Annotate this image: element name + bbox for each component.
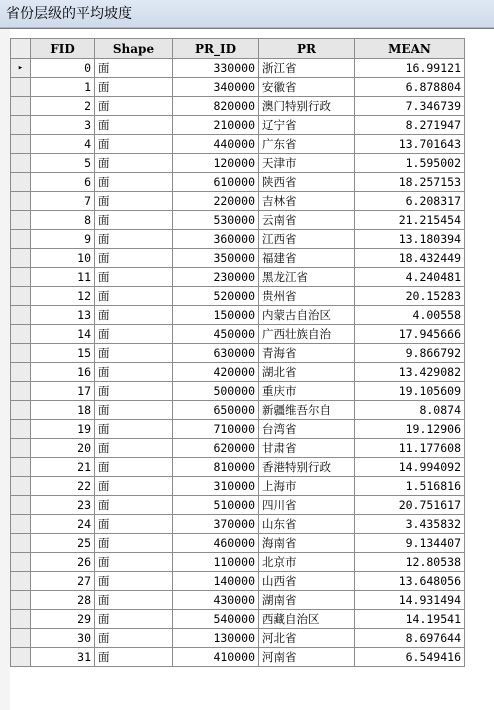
table-row[interactable]: [11, 382, 465, 401]
cell-mean: 16.99121: [355, 59, 465, 78]
table-row[interactable]: [11, 287, 465, 306]
cell-pr: 青海省: [259, 344, 355, 363]
cell-pr-id: 630000: [173, 344, 259, 363]
cell-pr: 贵州省: [259, 287, 355, 306]
row-selector[interactable]: [11, 173, 31, 192]
table-row[interactable]: [11, 572, 465, 591]
cell-pr: 安徽省: [259, 78, 355, 97]
table-row[interactable]: [11, 59, 465, 78]
cell-pr: 河南省: [259, 648, 355, 667]
table-row[interactable]: [11, 306, 465, 325]
cell-pr-id: 620000: [173, 439, 259, 458]
cell-shape: 面: [95, 325, 173, 344]
table-row[interactable]: [11, 648, 465, 667]
cell-fid: 25: [31, 534, 95, 553]
cell-mean: 9.134407: [355, 534, 465, 553]
cell-pr: 福建省: [259, 249, 355, 268]
column-header-mean[interactable]: MEAN: [355, 39, 465, 59]
attribute-table: [10, 38, 465, 667]
row-selector[interactable]: [11, 192, 31, 211]
cell-shape: 面: [95, 78, 173, 97]
cell-pr: 陕西省: [259, 173, 355, 192]
cell-pr: 四川省: [259, 496, 355, 515]
row-selector[interactable]: [11, 116, 31, 135]
cell-fid: 5: [31, 154, 95, 173]
cell-pr: 甘肃省: [259, 439, 355, 458]
attribute-grid[interactable]: [0, 28, 494, 710]
cell-fid: 27: [31, 572, 95, 591]
cell-pr: 辽宁省: [259, 116, 355, 135]
cell-pr-id: 810000: [173, 458, 259, 477]
cell-fid: 9: [31, 230, 95, 249]
table-row[interactable]: [11, 439, 465, 458]
row-selector[interactable]: [11, 629, 31, 648]
row-selector[interactable]: [11, 553, 31, 572]
cell-shape: 面: [95, 439, 173, 458]
cell-mean: 13.180394: [355, 230, 465, 249]
row-selector[interactable]: [11, 306, 31, 325]
cell-pr: 广西壮族自治: [259, 325, 355, 344]
cell-fid: 17: [31, 382, 95, 401]
cell-pr: 河北省: [259, 629, 355, 648]
table-row[interactable]: [11, 344, 465, 363]
cell-fid: 29: [31, 610, 95, 629]
cell-mean: 17.945666: [355, 325, 465, 344]
cell-fid: 2: [31, 97, 95, 116]
cell-fid: 20: [31, 439, 95, 458]
cell-fid: 30: [31, 629, 95, 648]
table-row[interactable]: [11, 78, 465, 97]
cell-pr: 澳门特别行政: [259, 97, 355, 116]
table-row[interactable]: [11, 211, 465, 230]
cell-fid: 1: [31, 78, 95, 97]
cell-pr: 江西省: [259, 230, 355, 249]
cell-pr-id: 420000: [173, 363, 259, 382]
cell-pr: 湖北省: [259, 363, 355, 382]
cell-fid: 26: [31, 553, 95, 572]
row-selector[interactable]: [11, 78, 31, 97]
cell-shape: 面: [95, 572, 173, 591]
cell-pr-id: 520000: [173, 287, 259, 306]
cell-fid: 0: [31, 59, 95, 78]
cell-pr: 内蒙古自治区: [259, 306, 355, 325]
cell-mean: 13.648056: [355, 572, 465, 591]
cell-shape: 面: [95, 135, 173, 154]
cell-mean: 20.15283: [355, 287, 465, 306]
cell-fid: 8: [31, 211, 95, 230]
cell-pr-id: 350000: [173, 249, 259, 268]
table-row[interactable]: [11, 135, 465, 154]
cell-fid: 28: [31, 591, 95, 610]
cell-shape: 面: [95, 363, 173, 382]
cell-fid: 11: [31, 268, 95, 287]
cell-pr-id: 440000: [173, 135, 259, 154]
cell-shape: 面: [95, 382, 173, 401]
cell-fid: 24: [31, 515, 95, 534]
table-body: [11, 59, 465, 667]
row-selector[interactable]: [11, 458, 31, 477]
row-selector[interactable]: [11, 534, 31, 553]
cell-shape: 面: [95, 173, 173, 192]
cell-pr-id: 360000: [173, 230, 259, 249]
row-selector[interactable]: [11, 344, 31, 363]
table-row[interactable]: [11, 591, 465, 610]
cell-pr-id: 610000: [173, 173, 259, 192]
cell-pr: 台湾省: [259, 420, 355, 439]
header-row-selector[interactable]: [11, 39, 31, 59]
column-header-shape[interactable]: Shape: [95, 39, 173, 59]
table-row[interactable]: [11, 458, 465, 477]
table-row[interactable]: [11, 496, 465, 515]
cell-pr-id: 460000: [173, 534, 259, 553]
cell-mean: 1.595002: [355, 154, 465, 173]
cell-fid: 22: [31, 477, 95, 496]
cell-mean: 4.240481: [355, 268, 465, 287]
cell-shape: 面: [95, 591, 173, 610]
cell-shape: 面: [95, 515, 173, 534]
cell-shape: 面: [95, 344, 173, 363]
row-selector[interactable]: [11, 135, 31, 154]
row-selector[interactable]: [11, 325, 31, 344]
cell-pr-id: 540000: [173, 610, 259, 629]
cell-fid: 12: [31, 287, 95, 306]
row-selector[interactable]: [11, 211, 31, 230]
cell-mean: 7.346739: [355, 97, 465, 116]
cell-mean: 6.878804: [355, 78, 465, 97]
cell-pr: 黑龙江省: [259, 268, 355, 287]
cell-fid: 14: [31, 325, 95, 344]
row-selector[interactable]: [11, 230, 31, 249]
cell-shape: 面: [95, 477, 173, 496]
cell-mean: 14.994092: [355, 458, 465, 477]
cell-mean: 6.208317: [355, 192, 465, 211]
table-row[interactable]: [11, 173, 465, 192]
cell-pr-id: 510000: [173, 496, 259, 515]
cell-mean: 9.866792: [355, 344, 465, 363]
cell-fid: 15: [31, 344, 95, 363]
cell-mean: 14.931494: [355, 591, 465, 610]
table-row[interactable]: [11, 230, 465, 249]
cell-pr: 西藏自治区: [259, 610, 355, 629]
cell-pr-id: 150000: [173, 306, 259, 325]
cell-mean: 8.0874: [355, 401, 465, 420]
cell-mean: 13.701643: [355, 135, 465, 154]
cell-pr: 湖南省: [259, 591, 355, 610]
row-selector[interactable]: [11, 154, 31, 173]
cell-pr-id: 650000: [173, 401, 259, 420]
cell-pr-id: 130000: [173, 629, 259, 648]
cell-pr-id: 220000: [173, 192, 259, 211]
row-selector[interactable]: [11, 287, 31, 306]
cell-mean: 14.19541: [355, 610, 465, 629]
cell-shape: 面: [95, 230, 173, 249]
cell-pr-id: 450000: [173, 325, 259, 344]
cell-shape: 面: [95, 249, 173, 268]
cell-pr-id: 140000: [173, 572, 259, 591]
cell-pr: 云南省: [259, 211, 355, 230]
row-selector[interactable]: [11, 496, 31, 515]
cell-mean: 6.549416: [355, 648, 465, 667]
cell-pr-id: 500000: [173, 382, 259, 401]
cell-pr: 广东省: [259, 135, 355, 154]
cell-pr-id: 530000: [173, 211, 259, 230]
table-row[interactable]: [11, 534, 465, 553]
cell-pr-id: 410000: [173, 648, 259, 667]
table-row[interactable]: [11, 363, 465, 382]
cell-shape: 面: [95, 154, 173, 173]
cell-shape: 面: [95, 97, 173, 116]
cell-mean: 18.432449: [355, 249, 465, 268]
cell-shape: 面: [95, 629, 173, 648]
cell-pr: 新疆维吾尔自: [259, 401, 355, 420]
table-row[interactable]: [11, 325, 465, 344]
cell-pr: 山东省: [259, 515, 355, 534]
cell-pr-id: 820000: [173, 97, 259, 116]
cell-fid: 23: [31, 496, 95, 515]
cell-fid: 7: [31, 192, 95, 211]
row-selector[interactable]: [11, 401, 31, 420]
grid-left-gutter: [0, 29, 10, 710]
cell-fid: 6: [31, 173, 95, 192]
cell-pr-id: 370000: [173, 515, 259, 534]
cell-mean: 3.435832: [355, 515, 465, 534]
cell-pr: 浙江省: [259, 59, 355, 78]
cell-pr-id: 330000: [173, 59, 259, 78]
cell-pr: 吉林省: [259, 192, 355, 211]
table-row[interactable]: [11, 610, 465, 629]
cell-fid: 19: [31, 420, 95, 439]
cell-pr-id: 310000: [173, 477, 259, 496]
column-header-pr-id[interactable]: PR_ID: [173, 39, 259, 59]
cell-shape: 面: [95, 211, 173, 230]
row-selector[interactable]: [11, 420, 31, 439]
cell-pr-id: 430000: [173, 591, 259, 610]
table-row[interactable]: [11, 629, 465, 648]
cell-mean: 13.429082: [355, 363, 465, 382]
table-row[interactable]: [11, 420, 465, 439]
row-selector[interactable]: [11, 477, 31, 496]
row-selector[interactable]: ▸: [11, 59, 31, 78]
table-row[interactable]: [11, 116, 465, 135]
row-selector[interactable]: [11, 648, 31, 667]
column-header-pr[interactable]: PR: [259, 39, 355, 59]
cell-fid: 21: [31, 458, 95, 477]
table-row[interactable]: [11, 192, 465, 211]
cell-shape: 面: [95, 534, 173, 553]
cell-shape: 面: [95, 268, 173, 287]
cell-pr: 香港特别行政: [259, 458, 355, 477]
cell-mean: 1.516816: [355, 477, 465, 496]
cell-shape: 面: [95, 648, 173, 667]
cell-pr: 北京市: [259, 553, 355, 572]
cell-fid: 18: [31, 401, 95, 420]
table-row[interactable]: [11, 477, 465, 496]
window-title: 省份层级的平均坡度: [0, 0, 494, 28]
cell-fid: 16: [31, 363, 95, 382]
cell-shape: 面: [95, 401, 173, 420]
row-selector[interactable]: [11, 268, 31, 287]
cell-pr-id: 710000: [173, 420, 259, 439]
cell-fid: 10: [31, 249, 95, 268]
cell-mean: 19.12906: [355, 420, 465, 439]
cell-mean: 8.271947: [355, 116, 465, 135]
cell-mean: 11.177608: [355, 439, 465, 458]
row-selector[interactable]: [11, 439, 31, 458]
cell-mean: 20.751617: [355, 496, 465, 515]
cell-pr: 山西省: [259, 572, 355, 591]
cell-shape: 面: [95, 610, 173, 629]
cell-fid: 13: [31, 306, 95, 325]
row-selector[interactable]: [11, 97, 31, 116]
cell-fid: 31: [31, 648, 95, 667]
cell-pr-id: 230000: [173, 268, 259, 287]
cell-pr: 上海市: [259, 477, 355, 496]
cell-pr-id: 120000: [173, 154, 259, 173]
row-selector[interactable]: [11, 382, 31, 401]
row-selector[interactable]: [11, 572, 31, 591]
header-row: [11, 39, 465, 59]
table-row[interactable]: [11, 401, 465, 420]
cell-shape: 面: [95, 306, 173, 325]
table-row[interactable]: [11, 154, 465, 173]
table-row[interactable]: [11, 268, 465, 287]
table-row[interactable]: [11, 249, 465, 268]
cell-shape: 面: [95, 496, 173, 515]
cell-pr: 海南省: [259, 534, 355, 553]
cell-mean: 18.257153: [355, 173, 465, 192]
cell-shape: 面: [95, 420, 173, 439]
cell-shape: 面: [95, 287, 173, 306]
cell-pr: 天津市: [259, 154, 355, 173]
table-row[interactable]: [11, 553, 465, 572]
cell-fid: 3: [31, 116, 95, 135]
cell-shape: 面: [95, 553, 173, 572]
cell-mean: 19.105609: [355, 382, 465, 401]
cell-pr-id: 110000: [173, 553, 259, 572]
cell-pr: 重庆市: [259, 382, 355, 401]
cell-fid: 4: [31, 135, 95, 154]
table-row[interactable]: [11, 97, 465, 116]
row-selector[interactable]: [11, 591, 31, 610]
cell-mean: 4.00558: [355, 306, 465, 325]
cell-shape: 面: [95, 458, 173, 477]
row-selector[interactable]: [11, 249, 31, 268]
cell-shape: 面: [95, 59, 173, 78]
row-selector[interactable]: [11, 515, 31, 534]
cell-mean: 21.215454: [355, 211, 465, 230]
cell-pr-id: 210000: [173, 116, 259, 135]
cell-shape: 面: [95, 192, 173, 211]
row-selector[interactable]: [11, 363, 31, 382]
cell-shape: 面: [95, 116, 173, 135]
row-selector[interactable]: [11, 610, 31, 629]
table-row[interactable]: [11, 515, 465, 534]
cell-mean: 12.80538: [355, 553, 465, 572]
cell-pr-id: 340000: [173, 78, 259, 97]
column-header-fid[interactable]: FID: [31, 39, 95, 59]
cell-mean: 8.697644: [355, 629, 465, 648]
